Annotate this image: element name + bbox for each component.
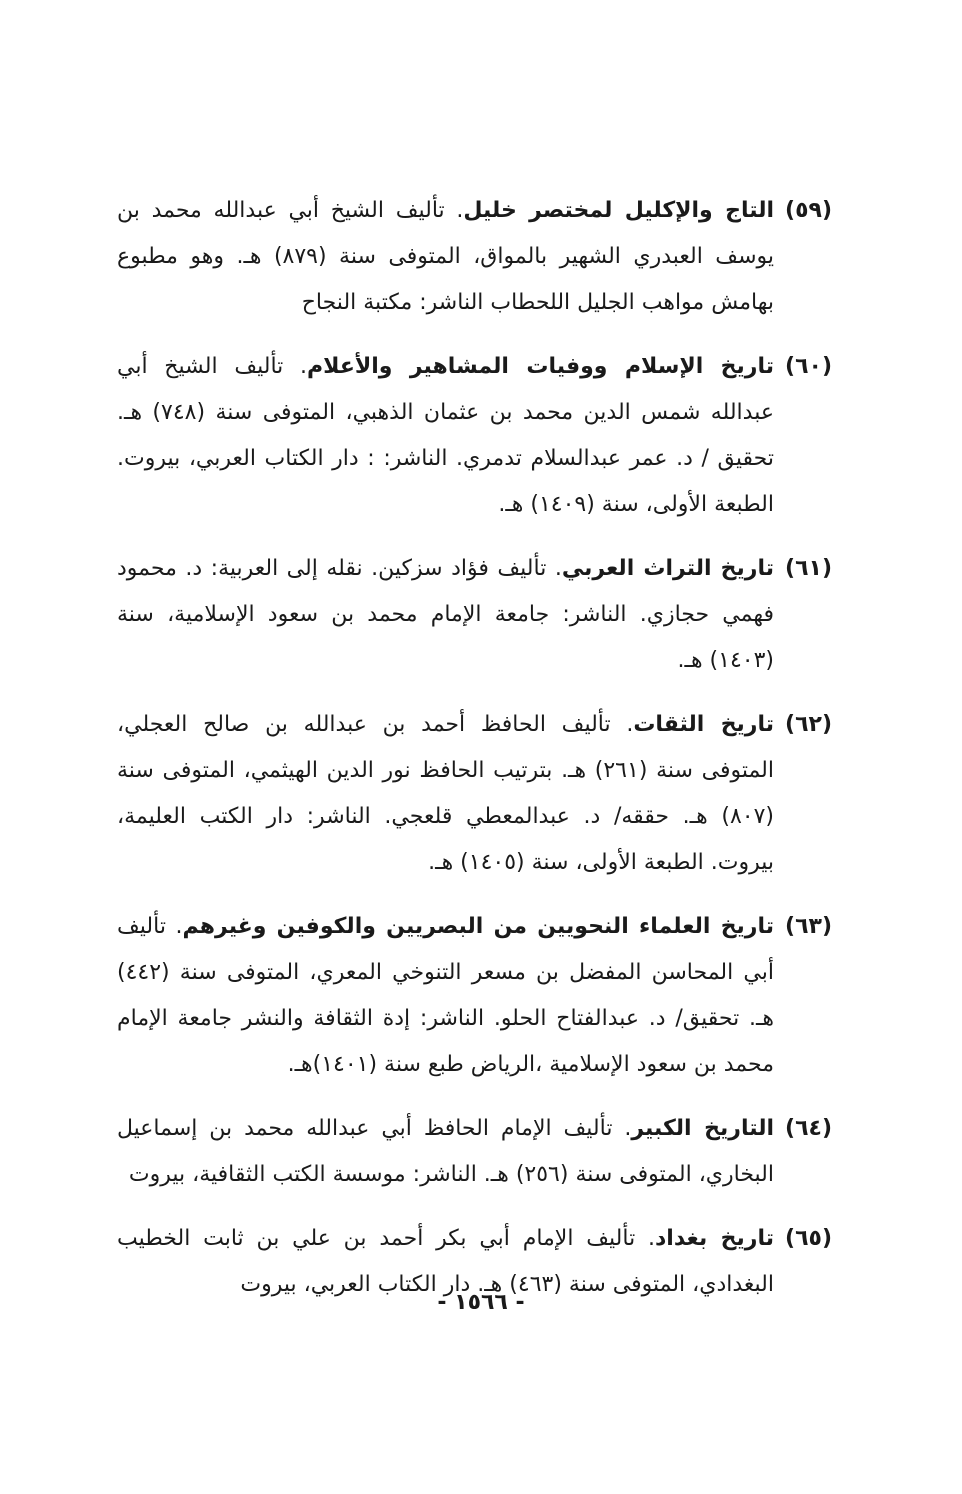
bibliography-entry-63 [117, 904, 832, 1088]
entry-text: . تأليف الحافظ أحمد بن عبدالله بن صالح العجلي، المتوفى سنة (٢٦١) هـ. بترتيب الحافظ نور الدين الهيثمي، المتوفى سنة (٨٠٧) هـ. حققه/ د. عبدالمعطي قلعجي. الناشر: دار الكتب العليمة، بيروت. الطبعة الأولى، سنة (١٤٠٥) هـ. [117, 712, 774, 875]
entry-number: (٥٩) [785, 198, 832, 223]
page-number: - ١٥٦٦ - [437, 1290, 525, 1315]
entry-title: تاريخ الإسلام ووفيات المشاهير والأعلام [307, 354, 774, 379]
bibliography-entry-61 [117, 546, 832, 684]
bibliography-entry-64 [117, 1106, 832, 1198]
bibliography-page [117, 188, 832, 1448]
bibliography-entry-59 [117, 188, 832, 326]
entry-title: تاريخ العلماء النحويين من البصريين والكوفين وغيرهم [182, 914, 774, 939]
entry-number: (٦١) [785, 556, 832, 581]
bibliography-entry-60 [117, 344, 832, 528]
entry-title: التاريخ الكبير [631, 1116, 774, 1141]
entry-text: . تأليف أبي المحاسن المفضل بن مسعر التنوخي المعري، المتوفى سنة (٤٤٢) هـ. تحقيق/ د. عبدالفتاح الحلو. الناشر: إدة الثقافة والنشر جامعة الإمام محمد بن سعود الإسلامية ،الرياض طبع سنة (١٤٠١)هـ. [117, 914, 774, 1077]
entry-number: (٦٤) [785, 1116, 832, 1141]
entry-text: . تأليف الشيخ أبي عبدالله شمس الدين محمد بن عثمان الذهبي، المتوفى سنة (٧٤٨) هـ. تحقيق / د. عمر عبدالسلام تدمري. الناشر: : دار الكتاب العربي، بيروت. الطبعة الأولى، سنة (١٤٠٩) هـ. [117, 354, 774, 517]
entry-text: . تأليف الإمام الحافظ أبي عبدالله محمد بن إسماعيل البخاري، المتوفى سنة (٢٥٦) هـ. الناشر: موسسة الكتب الثقافية، بيروت [117, 1116, 774, 1187]
entry-text: . تأليف فؤاد سزكين. نقله إلى العربية: د. محمود فهمي حجازي. الناشر: جامعة الإمام محمد بن سعود الإسلامية، سنة (١٤٠٣) هـ. [117, 556, 774, 673]
entry-title: التاج والإكليل لمختصر خليل [463, 198, 775, 223]
entry-number: (٦٥) [785, 1226, 832, 1251]
entry-number: (٦٢) [785, 712, 832, 737]
entry-text: . تأليف الشيخ أبي عبدالله محمد بن يوسف العبدري الشهير بالمواق، المتوفى سنة (٨٧٩) هـ. وهو مطبوع بهامش مواهب الجليل اللحطاب الناشر: مكتبة النجاح [117, 198, 774, 315]
entry-title: تاريخ بغداد [655, 1226, 774, 1251]
entry-number: (٦٠) [785, 354, 832, 379]
entry-title: تاريخ الثقات [633, 712, 774, 737]
entry-number: (٦٣) [785, 914, 832, 939]
bibliography-entry-62 [117, 702, 832, 886]
entry-text: . تأليف الإمام أبي بكر أحمد بن علي بن ثابت الخطيب البغدادي، المتوفى سنة (٤٦٣) هـ. دار الكتاب العربي، بيروت [117, 1226, 774, 1297]
entry-title: تاريخ التراث العربي [561, 556, 774, 581]
